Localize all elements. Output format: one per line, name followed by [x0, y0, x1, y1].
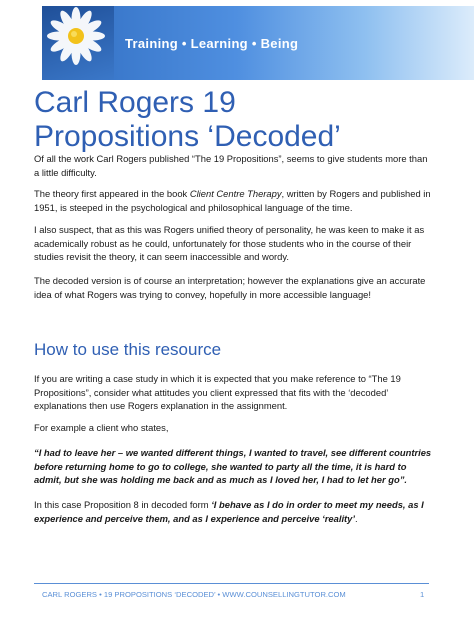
intro-p2-end: , written by Rogers and published in 1951, is steeped in the psychological and philosophical language of the time. [34, 188, 431, 213]
howto-p3-start: In this case Proposition 8 in decoded form [34, 499, 212, 510]
howto-paragraph-3 [34, 498, 434, 525]
title-line-1: Carl Rogers 19 [34, 86, 236, 119]
client-quote: “I had to leave her – we wanted different things, I wanted to travel, see different countries before returning home to go to college, she wanted to party all the time, it is hard to admit, but she was holding me back and as much as I loved her, I had to let her go”. [34, 447, 432, 485]
howto-paragraph-2: For example a client who states, [34, 422, 169, 433]
intro-paragraph-4: The decoded version is of course an interpretation; however the explanations give an accurate idea of what Rogers was trying to convey, hopefully in more accessible language! [34, 275, 426, 300]
header-tagline: Training • Learning • Being [125, 36, 299, 51]
intro-paragraph-2 [34, 187, 434, 214]
book-title: Client Centre Therapy [189, 188, 282, 199]
howto-paragraph-1: If you are writing a case study in which it is expected that you make reference to “The 19 Propositions”, consider what attitudes you client expressed that fits with the ‘decoded’ explanations then use Rogers explanation in the assignment. [34, 373, 401, 411]
proposition-8-text: ‘I behave as I do in order to meet my needs, as I experience and perceive them, and as I experience and perceive ‘reality’ [34, 499, 424, 524]
footer-text: CARL ROGERS • 19 PROPOSITIONS ‘DECODED’ • WWW.COUNSELLINGTUTOR.COM [42, 590, 346, 599]
section-heading: How to use this resource [34, 340, 222, 359]
intro-p2-start: The theory first appeared in the book [34, 188, 190, 199]
page-title [34, 86, 341, 154]
daisy-flower-icon [42, 6, 114, 80]
intro-paragraph-3: I also suspect, that as this was Rogers unified theory of personality, he was keen to make it as academically robust as he could, unfortunately for those students who in the course of their studies revisit the theory, it can seem inaccessible and wordy. [34, 224, 425, 262]
footer-divider [34, 583, 429, 584]
title-line-2: Propositions ‘Decoded’ [34, 120, 341, 153]
page-number: 1 [420, 590, 425, 599]
intro-paragraph-1: Of all the work Carl Rogers published “The 19 Propositions”, seems to give students more than a little difficulty. [34, 153, 428, 178]
howto-p3-end: . [355, 512, 358, 524]
